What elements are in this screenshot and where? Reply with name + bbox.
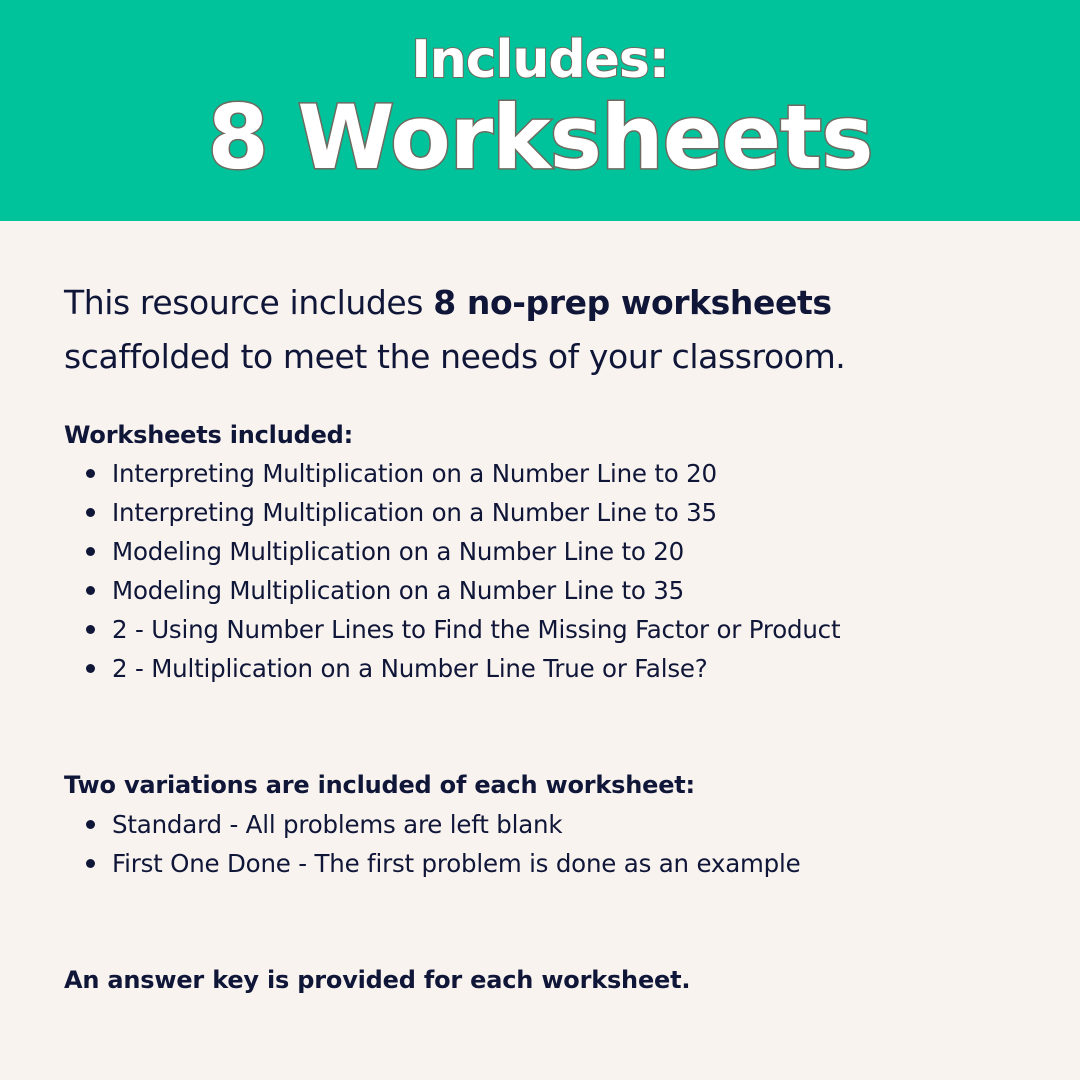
list-item xyxy=(64,493,1044,532)
answer-key-note: An answer key is provided for each worksheet. xyxy=(64,966,691,994)
list-item-text: Modeling Multiplication on a Number Line to 35 xyxy=(112,576,685,605)
bullet-icon xyxy=(86,469,95,478)
list-item-text: 2 - Using Number Lines to Find the Missing Factor or Product xyxy=(112,615,841,644)
intro-text-part1: This resource includes xyxy=(64,283,434,322)
list-item-text: Interpreting Multiplication on a Number Line to 20 xyxy=(112,459,717,488)
list-item xyxy=(64,454,1044,493)
list-item-text: Modeling Multiplication on a Number Line to 20 xyxy=(112,537,685,566)
bullet-icon xyxy=(86,664,95,673)
worksheets-list xyxy=(64,454,1044,688)
worksheets-section-title: Worksheets included: xyxy=(64,421,354,449)
intro-paragraph xyxy=(64,276,1044,384)
list-item xyxy=(64,844,1044,883)
bullet-icon xyxy=(86,625,95,634)
bullet-icon xyxy=(86,508,95,517)
bullet-icon xyxy=(86,586,95,595)
bullet-icon xyxy=(86,820,95,829)
bullet-icon xyxy=(86,547,95,556)
list-item xyxy=(64,805,1044,844)
intro-text-bold: 8 no-prep worksheets xyxy=(433,283,832,322)
variations-section-title: Two variations are included of each worksheet: xyxy=(64,771,695,799)
bullet-icon xyxy=(86,859,95,868)
list-item-text: Interpreting Multiplication on a Number Line to 35 xyxy=(112,498,717,527)
list-item xyxy=(64,532,1044,571)
intro-text-part2: scaffolded to meet the needs of your classroom. xyxy=(64,337,846,376)
list-item-text: Standard - All problems are left blank xyxy=(112,810,563,839)
list-item xyxy=(64,649,1044,688)
header-title-includes: Includes: xyxy=(411,30,669,90)
list-item-text: 2 - Multiplication on a Number Line True or False? xyxy=(112,654,708,683)
list-item xyxy=(64,610,1044,649)
list-item xyxy=(64,571,1044,610)
header-title-worksheets-count: 8 Worksheets xyxy=(207,86,873,189)
header-banner xyxy=(0,0,1080,221)
list-item-text: First One Done - The first problem is done as an example xyxy=(112,849,801,878)
variations-list xyxy=(64,805,1044,883)
